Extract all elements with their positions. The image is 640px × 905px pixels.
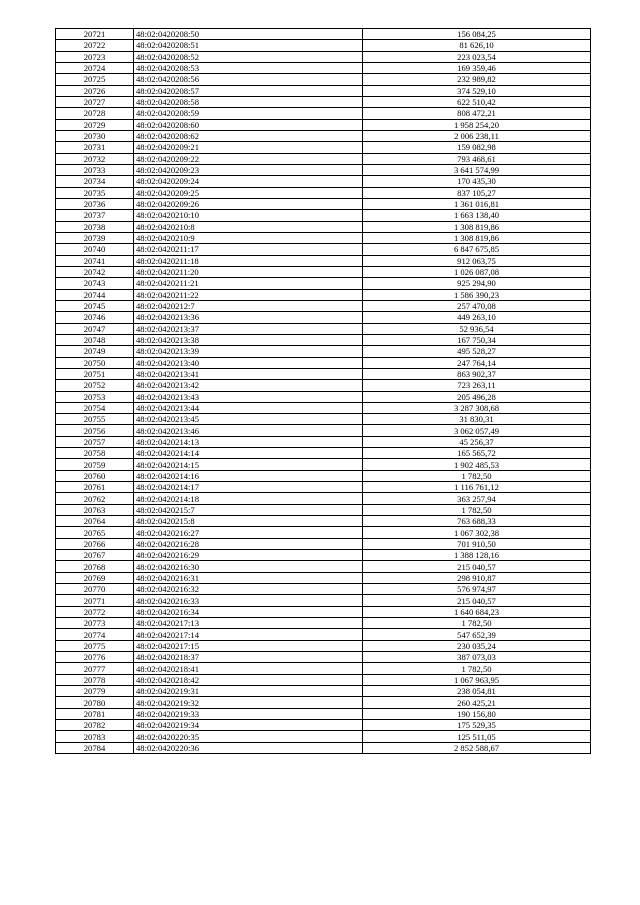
value-cell: 1 782,50: [363, 663, 591, 674]
row-number-cell: 20736: [56, 198, 134, 209]
table-row: [56, 391, 591, 402]
table-row: [56, 210, 591, 221]
cadastral-number-cell: 48:02:0420219:34: [134, 720, 363, 731]
table-row: [56, 674, 591, 685]
row-number-cell: 20783: [56, 731, 134, 742]
value-cell: 1 067 963,95: [363, 674, 591, 685]
value-cell: 387 073,03: [363, 652, 591, 663]
cadastral-number-cell: 48:02:0420208:57: [134, 85, 363, 96]
table-row: [56, 164, 591, 175]
table-row: [56, 300, 591, 311]
value-cell: 793 468,61: [363, 153, 591, 164]
row-number-cell: 20726: [56, 85, 134, 96]
value-cell: 2 852 588,67: [363, 742, 591, 753]
value-cell: 1 361 016,81: [363, 198, 591, 209]
value-cell: 159 082,98: [363, 142, 591, 153]
row-number-cell: 20750: [56, 357, 134, 368]
row-number-cell: 20755: [56, 414, 134, 425]
table-row: [56, 221, 591, 232]
cadastral-number-cell: 48:02:0420213:46: [134, 425, 363, 436]
row-number-cell: 20730: [56, 130, 134, 141]
value-cell: 298 910,87: [363, 572, 591, 583]
cadastral-number-cell: 48:02:0420208:56: [134, 74, 363, 85]
value-cell: 230 035,24: [363, 640, 591, 651]
value-cell: 238 054,81: [363, 686, 591, 697]
row-number-cell: 20779: [56, 686, 134, 697]
table-row: [56, 606, 591, 617]
cadastral-number-cell: 48:02:0420213:42: [134, 380, 363, 391]
value-cell: 1 026 087,08: [363, 266, 591, 277]
cadastral-number-cell: 48:02:0420213:36: [134, 312, 363, 323]
row-number-cell: 20733: [56, 164, 134, 175]
row-number-cell: 20759: [56, 459, 134, 470]
cadastral-number-cell: 48:02:0420213:43: [134, 391, 363, 402]
table-row: [56, 357, 591, 368]
value-cell: 1 308 819,86: [363, 232, 591, 243]
row-number-cell: 20757: [56, 436, 134, 447]
row-number-cell: 20777: [56, 663, 134, 674]
value-cell: 374 529,10: [363, 85, 591, 96]
table-row: [56, 595, 591, 606]
value-cell: 1 067 302,38: [363, 527, 591, 538]
cadastral-number-cell: 48:02:0420217:15: [134, 640, 363, 651]
table-row: [56, 561, 591, 572]
table-row: [56, 278, 591, 289]
row-number-cell: 20781: [56, 708, 134, 719]
value-cell: 175 529,35: [363, 720, 591, 731]
row-number-cell: 20731: [56, 142, 134, 153]
value-cell: 808 472,21: [363, 108, 591, 119]
value-cell: 81 626,10: [363, 40, 591, 51]
value-cell: 223 023,54: [363, 51, 591, 62]
value-cell: 1 958 254,20: [363, 119, 591, 130]
value-cell: 215 040,57: [363, 595, 591, 606]
row-number-cell: 20761: [56, 482, 134, 493]
row-number-cell: 20752: [56, 380, 134, 391]
table-row: [56, 618, 591, 629]
value-cell: 45 256,37: [363, 436, 591, 447]
table-row: [56, 425, 591, 436]
table-row: [56, 516, 591, 527]
row-number-cell: 20763: [56, 504, 134, 515]
cadastral-number-cell: 48:02:0420211:21: [134, 278, 363, 289]
cadastral-number-cell: 48:02:0420209:25: [134, 187, 363, 198]
table-row: [56, 108, 591, 119]
value-cell: 1 663 138,40: [363, 210, 591, 221]
table-row: [56, 493, 591, 504]
table-row: [56, 708, 591, 719]
row-number-cell: 20734: [56, 176, 134, 187]
cadastral-number-cell: 48:02:0420213:41: [134, 368, 363, 379]
cadastral-number-cell: 48:02:0420214:18: [134, 493, 363, 504]
row-number-cell: 20773: [56, 618, 134, 629]
value-cell: 622 510,42: [363, 96, 591, 107]
table-row: [56, 323, 591, 334]
cadastral-number-cell: 48:02:0420214:15: [134, 459, 363, 470]
table-row: [56, 459, 591, 470]
cadastral-number-cell: 48:02:0420208:52: [134, 51, 363, 62]
cadastral-number-cell: 48:02:0420208:62: [134, 130, 363, 141]
row-number-cell: 20769: [56, 572, 134, 583]
row-number-cell: 20764: [56, 516, 134, 527]
value-cell: 215 040,57: [363, 561, 591, 572]
table-row: [56, 96, 591, 107]
value-cell: 156 084,25: [363, 29, 591, 40]
value-cell: 169 359,46: [363, 62, 591, 73]
value-cell: 763 688,33: [363, 516, 591, 527]
table-row: [56, 289, 591, 300]
value-cell: 547 652,39: [363, 629, 591, 640]
row-number-cell: 20771: [56, 595, 134, 606]
value-cell: 925 294,90: [363, 278, 591, 289]
cadastral-number-cell: 48:02:0420216:34: [134, 606, 363, 617]
row-number-cell: 20739: [56, 232, 134, 243]
value-cell: 205 496,28: [363, 391, 591, 402]
table-row: [56, 572, 591, 583]
table-row: [56, 550, 591, 561]
table-row: [56, 697, 591, 708]
value-cell: 576 974,97: [363, 584, 591, 595]
value-cell: 3 641 574,99: [363, 164, 591, 175]
value-cell: 1 586 390,23: [363, 289, 591, 300]
value-cell: 31 830,31: [363, 414, 591, 425]
cadastral-number-cell: 48:02:0420213:38: [134, 334, 363, 345]
value-cell: 1 782,50: [363, 504, 591, 515]
value-cell: 257 470,08: [363, 300, 591, 311]
table-body: [56, 29, 591, 754]
cadastral-number-cell: 48:02:0420208:59: [134, 108, 363, 119]
value-cell: 1 116 761,12: [363, 482, 591, 493]
table-row: [56, 731, 591, 742]
cadastral-number-cell: 48:02:0420218:41: [134, 663, 363, 674]
value-cell: 247 764,14: [363, 357, 591, 368]
table-row: [56, 130, 591, 141]
row-number-cell: 20728: [56, 108, 134, 119]
cadastral-number-cell: 48:02:0420214:16: [134, 470, 363, 481]
row-number-cell: 20756: [56, 425, 134, 436]
cadastral-number-cell: 48:02:0420211:17: [134, 244, 363, 255]
cadastral-number-cell: 48:02:0420216:32: [134, 584, 363, 595]
table-row: [56, 255, 591, 266]
cadastral-number-cell: 48:02:0420213:37: [134, 323, 363, 334]
cadastral-number-cell: 48:02:0420216:33: [134, 595, 363, 606]
row-number-cell: 20746: [56, 312, 134, 323]
cadastral-number-cell: 48:02:0420215:8: [134, 516, 363, 527]
value-cell: 232 989,82: [363, 74, 591, 85]
cadastral-value-table: [55, 28, 591, 754]
cadastral-number-cell: 48:02:0420208:58: [134, 96, 363, 107]
row-number-cell: 20735: [56, 187, 134, 198]
table-row: [56, 470, 591, 481]
table-row: [56, 153, 591, 164]
table-row: [56, 640, 591, 651]
row-number-cell: 20725: [56, 74, 134, 85]
row-number-cell: 20778: [56, 674, 134, 685]
value-cell: 1 902 485,53: [363, 459, 591, 470]
value-cell: 723 263,11: [363, 380, 591, 391]
cadastral-number-cell: 48:02:0420216:30: [134, 561, 363, 572]
cadastral-number-cell: 48:02:0420208:60: [134, 119, 363, 130]
row-number-cell: 20727: [56, 96, 134, 107]
table-row: [56, 402, 591, 413]
cadastral-number-cell: 48:02:0420213:39: [134, 346, 363, 357]
row-number-cell: 20732: [56, 153, 134, 164]
cadastral-number-cell: 48:02:0420216:28: [134, 538, 363, 549]
row-number-cell: 20767: [56, 550, 134, 561]
cadastral-number-cell: 48:02:0420217:13: [134, 618, 363, 629]
value-cell: 363 257,94: [363, 493, 591, 504]
cadastral-number-cell: 48:02:0420214:13: [134, 436, 363, 447]
row-number-cell: 20753: [56, 391, 134, 402]
row-number-cell: 20722: [56, 40, 134, 51]
cadastral-number-cell: 48:02:0420208:53: [134, 62, 363, 73]
row-number-cell: 20721: [56, 29, 134, 40]
row-number-cell: 20760: [56, 470, 134, 481]
value-cell: 837 105,27: [363, 187, 591, 198]
row-number-cell: 20729: [56, 119, 134, 130]
cadastral-number-cell: 48:02:0420213:44: [134, 402, 363, 413]
row-number-cell: 20754: [56, 402, 134, 413]
cadastral-number-cell: 48:02:0420216:31: [134, 572, 363, 583]
value-cell: 190 156,80: [363, 708, 591, 719]
row-number-cell: 20775: [56, 640, 134, 651]
row-number-cell: 20770: [56, 584, 134, 595]
table-row: [56, 414, 591, 425]
table-row: [56, 346, 591, 357]
table-row: [56, 742, 591, 753]
row-number-cell: 20768: [56, 561, 134, 572]
row-number-cell: 20784: [56, 742, 134, 753]
table-row: [56, 584, 591, 595]
table-row: [56, 686, 591, 697]
value-cell: 701 910,50: [363, 538, 591, 549]
value-cell: 449 263,10: [363, 312, 591, 323]
cadastral-number-cell: 48:02:0420216:29: [134, 550, 363, 561]
table-row: [56, 527, 591, 538]
value-cell: 167 750,34: [363, 334, 591, 345]
cadastral-number-cell: 48:02:0420210:8: [134, 221, 363, 232]
value-cell: 170 435,30: [363, 176, 591, 187]
table-row: [56, 720, 591, 731]
table-row: [56, 74, 591, 85]
cadastral-number-cell: 48:02:0420209:21: [134, 142, 363, 153]
cadastral-number-cell: 48:02:0420219:32: [134, 697, 363, 708]
value-cell: 260 425,21: [363, 697, 591, 708]
value-cell: 2 006 238,11: [363, 130, 591, 141]
row-number-cell: 20776: [56, 652, 134, 663]
table-row: [56, 119, 591, 130]
row-number-cell: 20747: [56, 323, 134, 334]
row-number-cell: 20738: [56, 221, 134, 232]
table-row: [56, 629, 591, 640]
cadastral-number-cell: 48:02:0420212:7: [134, 300, 363, 311]
value-cell: 1 782,50: [363, 470, 591, 481]
table-row: [56, 40, 591, 51]
row-number-cell: 20737: [56, 210, 134, 221]
cadastral-number-cell: 48:02:0420213:45: [134, 414, 363, 425]
value-cell: 1 782,50: [363, 618, 591, 629]
row-number-cell: 20774: [56, 629, 134, 640]
row-number-cell: 20782: [56, 720, 134, 731]
value-cell: 52 936,54: [363, 323, 591, 334]
cadastral-number-cell: 48:02:0420214:14: [134, 448, 363, 459]
value-cell: 1 308 819,86: [363, 221, 591, 232]
table-row: [56, 448, 591, 459]
row-number-cell: 20724: [56, 62, 134, 73]
table-row: [56, 232, 591, 243]
row-number-cell: 20758: [56, 448, 134, 459]
cadastral-number-cell: 48:02:0420210:10: [134, 210, 363, 221]
row-number-cell: 20748: [56, 334, 134, 345]
cadastral-number-cell: 48:02:0420211:22: [134, 289, 363, 300]
table-row: [56, 85, 591, 96]
table-row: [56, 29, 591, 40]
table-row: [56, 176, 591, 187]
cadastral-number-cell: 48:02:0420209:22: [134, 153, 363, 164]
row-number-cell: 20743: [56, 278, 134, 289]
table-row: [56, 663, 591, 674]
value-cell: 495 528,27: [363, 346, 591, 357]
cadastral-number-cell: 48:02:0420215:7: [134, 504, 363, 515]
cadastral-number-cell: 48:02:0420208:51: [134, 40, 363, 51]
row-number-cell: 20740: [56, 244, 134, 255]
table-row: [56, 380, 591, 391]
table-row: [56, 652, 591, 663]
table-row: [56, 51, 591, 62]
table-row: [56, 62, 591, 73]
value-cell: 125 511,05: [363, 731, 591, 742]
table-row: [56, 504, 591, 515]
value-cell: 165 565,72: [363, 448, 591, 459]
cadastral-number-cell: 48:02:0420211:20: [134, 266, 363, 277]
row-number-cell: 20772: [56, 606, 134, 617]
row-number-cell: 20749: [56, 346, 134, 357]
row-number-cell: 20742: [56, 266, 134, 277]
row-number-cell: 20751: [56, 368, 134, 379]
value-cell: 863 902,37: [363, 368, 591, 379]
table-row: [56, 368, 591, 379]
cadastral-number-cell: 48:02:0420216:27: [134, 527, 363, 538]
value-cell: 3 062 057,49: [363, 425, 591, 436]
row-number-cell: 20745: [56, 300, 134, 311]
table-row: [56, 334, 591, 345]
row-number-cell: 20741: [56, 255, 134, 266]
table-row: [56, 482, 591, 493]
row-number-cell: 20744: [56, 289, 134, 300]
value-cell: 912 063,75: [363, 255, 591, 266]
cadastral-number-cell: 48:02:0420209:26: [134, 198, 363, 209]
table-row: [56, 142, 591, 153]
cadastral-number-cell: 48:02:0420220:35: [134, 731, 363, 742]
cadastral-number-cell: 48:02:0420209:23: [134, 164, 363, 175]
table-row: [56, 266, 591, 277]
row-number-cell: 20780: [56, 697, 134, 708]
value-cell: 1 640 684,23: [363, 606, 591, 617]
table-row: [56, 198, 591, 209]
value-cell: 6 847 675,85: [363, 244, 591, 255]
cadastral-number-cell: 48:02:0420210:9: [134, 232, 363, 243]
row-number-cell: 20765: [56, 527, 134, 538]
cadastral-number-cell: 48:02:0420211:18: [134, 255, 363, 266]
cadastral-number-cell: 48:02:0420208:50: [134, 29, 363, 40]
cadastral-number-cell: 48:02:0420220:36: [134, 742, 363, 753]
row-number-cell: 20766: [56, 538, 134, 549]
table-row: [56, 244, 591, 255]
table-row: [56, 312, 591, 323]
table-row: [56, 538, 591, 549]
cadastral-number-cell: 48:02:0420218:42: [134, 674, 363, 685]
cadastral-number-cell: 48:02:0420214:17: [134, 482, 363, 493]
cadastral-number-cell: 48:02:0420219:31: [134, 686, 363, 697]
cadastral-number-cell: 48:02:0420219:33: [134, 708, 363, 719]
cadastral-number-cell: 48:02:0420218:37: [134, 652, 363, 663]
cadastral-number-cell: 48:02:0420209:24: [134, 176, 363, 187]
table-row: [56, 436, 591, 447]
value-cell: 3 287 308,68: [363, 402, 591, 413]
table-row: [56, 187, 591, 198]
value-cell: 1 388 128,16: [363, 550, 591, 561]
cadastral-number-cell: 48:02:0420217:14: [134, 629, 363, 640]
row-number-cell: 20762: [56, 493, 134, 504]
row-number-cell: 20723: [56, 51, 134, 62]
cadastral-number-cell: 48:02:0420213:40: [134, 357, 363, 368]
